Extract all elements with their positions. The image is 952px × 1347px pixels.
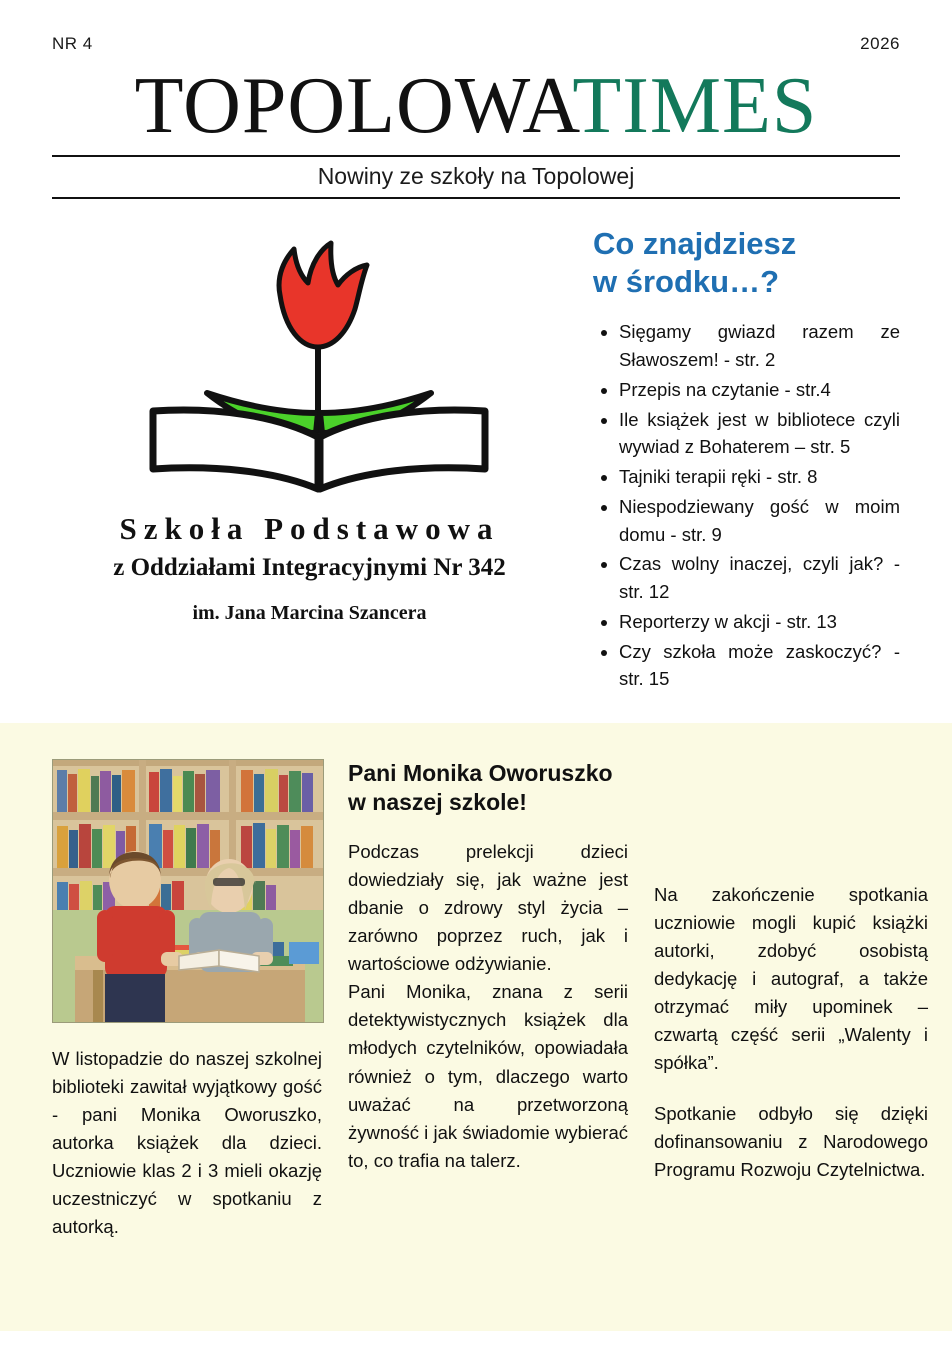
- list-item: • Ile książek jest w bibliotece czyli wywiad z Bohaterem – str. 5: [619, 406, 900, 462]
- top-section: [0, 199, 952, 709]
- article-paragraph: Pani Monika, znana z serii detektywistycznych książek dla młodych czytelników, opowiadała również o tym, dlaczego warto uważać na przetworzoną żywność i jak świadomie wybierać to, co trafia na talerz.: [348, 981, 628, 1171]
- toc-heading: [593, 225, 900, 301]
- article-paragraph: Podczas prelekcji dzieci dowiedziały się, jak ważne jest dbanie o zdrowy styl życia – zarówno poprzez ruch, jak i wartościowe odżywianie.: [348, 840, 628, 975]
- list-item: • Niespodziewany gość w moim domu - str. 9: [619, 493, 900, 549]
- article-photo-column: [52, 759, 322, 1260]
- masthead: [0, 0, 952, 199]
- issue-year: 2026: [860, 34, 900, 53]
- article-section: [0, 723, 952, 1331]
- article-photo-caption: W listopadzie do naszej szkolnej biblioteki zawitał wyjątkowy gość - pani Monika Oworuszko, autorka książek dla dzieci. Uczniowie klas 2 i 3 mieli okazję uczestniczyć w spotkaniu z autorką.: [52, 1047, 322, 1238]
- school-name-line1: Szkoła Podstawowa: [119, 510, 500, 546]
- table-of-contents: [593, 225, 900, 709]
- article-right-column: [654, 759, 928, 1260]
- list-item: • Czy szkoła może zaskoczyć? - str. 15: [619, 638, 900, 694]
- issue-number: NR 4: [52, 34, 93, 53]
- list-item: • Sięgamy gwiazd razem ze Sławoszem! - str. 2: [619, 318, 900, 374]
- list-item: • Przepis na czytanie - str.4: [619, 376, 900, 404]
- issue-row: [52, 34, 900, 54]
- list-item: • Tajniki terapii ręki - str. 8: [619, 463, 900, 491]
- school-logo-block: [52, 225, 567, 709]
- toc-list: [593, 318, 900, 693]
- toc-heading-line1: Co znajdziesz: [593, 225, 797, 261]
- open-book-with-tulip-logo-icon: [75, 237, 545, 497]
- title-part-topolowa: TOPOLOWA: [134, 62, 573, 150]
- list-item: • Czas wolny inaczej, czyli jak? - str. 12: [619, 550, 900, 606]
- masthead-subtitle: Nowiny ze szkoły na Topolowej: [317, 162, 635, 189]
- page-title: [52, 64, 900, 149]
- school-name: [113, 511, 506, 625]
- school-patron-line: im. Jana Marcina Szancera: [192, 601, 427, 624]
- school-name-line2: z Oddziałami Integracyjnymi Nr 342: [113, 553, 506, 581]
- article-paragraph: Spotkanie odbyło się dzięki dofinansowaniu z Narodowego Programu Rozwoju Czytelnictwa.: [654, 1102, 928, 1180]
- list-item: • Reporterzy w akcji - str. 13: [619, 608, 900, 636]
- article-title: Pani Monika Oworuszko w naszej szkole!: [348, 759, 613, 816]
- article-middle-column: [348, 759, 628, 1260]
- article-grid: [52, 759, 928, 1260]
- paragraph-spacer: [654, 1078, 928, 1100]
- title-part-times: TIMES: [572, 62, 818, 150]
- article-paragraph: Na zakończenie spotkania uczniowie mogli kupić książki autorki, zdobyć osobistą dedykację i autograf, a także otrzymać miły upominek – czwartą część serii „Walenty i spółka”.: [654, 883, 928, 1074]
- toc-heading-line2: w środku…?: [593, 263, 780, 299]
- article-photo: [52, 759, 324, 1023]
